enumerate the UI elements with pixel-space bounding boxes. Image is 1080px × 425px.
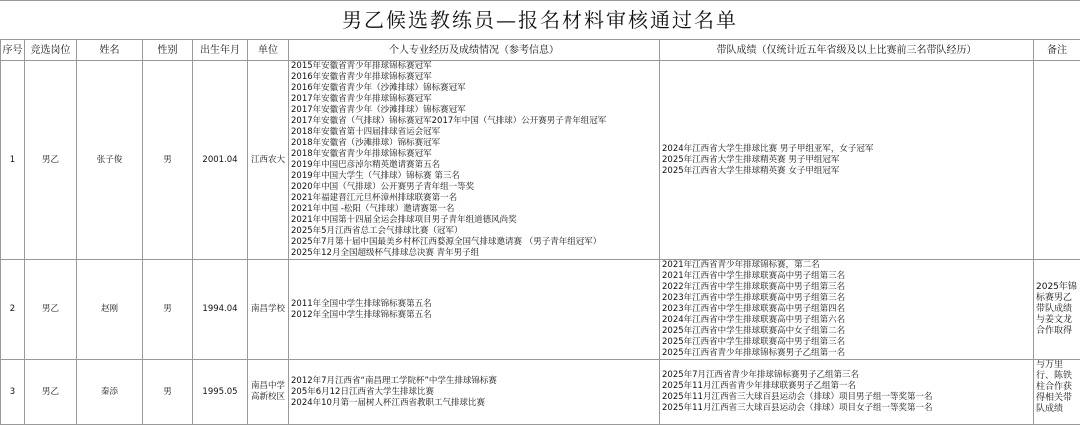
cell-unit: 江西农大 <box>248 61 289 260</box>
cell-experience: 2015年安徽省青少年排球锦标赛冠军 2016年安徽省青少年排球锦标赛冠军 2016年安徽省青少年（沙滩排球）锦标赛冠军 2017年安徽省青少年排球锦标赛冠军 2017年安徽省青少年（沙滩排球）锦标赛冠军 2017年安徽省（气排球）锦标赛冠军2017年中国（气排球）公开赛男子青年组冠军 2018年安徽省第十四届排球省运会冠军 2018年安徽省（沙滩排球）锦标赛冠军 2018年安徽省青少年排球锦标赛冠军 2019年中国巴彦淖尔精英邀请赛第五名 2019年中国大学生（气排球）锦标赛 第三名 2020年中国（气排球）公开赛男子青年组一等奖 2021年福建晋江元旦杯漳州排球联赛第一名 2021年中国 -松阳（气排球）邀请赛第一名 2021年中国第十四届全运会排球项目男子青年组道德风尚奖 2025年5月江西省总工会气排球比赛（冠军） 2025年7月第十届中国最美乡村杯江西婺源全国气排球邀请赛 （男子青年组冠军） 2025年12月全国超级杯气排球总决赛 青年男子组 <box>289 61 660 260</box>
cell-name: 赵刚 <box>77 260 143 360</box>
cell-results: 2024年江西省大学生排球比赛 男子甲组亚军，女子冠军 2025年江西省大学生排球精英赛 男子甲组冠军 2025年江西省大学生排球精英赛 女子甲组冠军 <box>660 61 1034 260</box>
table-row <box>1 360 1080 425</box>
cell-note <box>1034 61 1080 260</box>
cell-note: 与万里行、陈铁柱合作获得相关带队成绩 <box>1034 360 1080 425</box>
cell-gender: 男 <box>143 360 193 425</box>
roster-table <box>0 39 1080 425</box>
header-name: 姓名 <box>77 40 143 61</box>
header-post: 竞选岗位 <box>25 40 77 61</box>
header-birth: 出生年月 <box>193 40 248 61</box>
cell-post: 男乙 <box>25 260 77 360</box>
cell-note: 2025年锦标赛男乙带队成绩与姜文龙合作取得 <box>1034 260 1080 360</box>
header-experience: 个人专业经历及成绩情况（参考信息） <box>289 40 660 61</box>
table-header-row <box>1 40 1080 61</box>
cell-birth: 2001.04 <box>193 61 248 260</box>
cell-post: 男乙 <box>25 61 77 260</box>
cell-results: 2025年7月江西省青少年排球锦标赛男子乙组第三名 2025年11月江西省青少年排球联赛男子乙组第一名 2025年11月江西省三大球百县运动会（排球）项目男子组一等奖第一名 2025年11月江西省三大球百县运动会（排球）项目女子组一等奖第一名 <box>660 360 1034 425</box>
cell-results: 2021年江西省青少年排球锦标赛，第二名 2021年江西省中学生排球联赛高中男子组第三名 2022年江西省中学生排球联赛高中男子组第三名 2023年江西省中学生排球联赛高中男子组第三名 2023年江西省中学生排球联赛高中男子组第四名 2024年江西省中学生排球联赛高中男子组第六名 2025年江西省中学生排球联赛高中女子组第二名 2025年江西省中学生排球联赛高中男子组第三名 2025年江西省青少年排球锦标赛男子乙组第一名 <box>660 260 1034 360</box>
header-no: 序号 <box>1 40 25 61</box>
cell-birth: 1994.04 <box>193 260 248 360</box>
cell-unit: 南昌中学高新校区 <box>248 360 289 425</box>
page-title: 男乙候选教练员—报名材料审核通过名单 <box>0 0 1080 39</box>
cell-name: 秦添 <box>77 360 143 425</box>
header-unit: 单位 <box>248 40 289 61</box>
cell-no: 1 <box>1 61 25 260</box>
cell-gender: 男 <box>143 61 193 260</box>
cell-no: 3 <box>1 360 25 425</box>
cell-unit: 南昌学校 <box>248 260 289 360</box>
cell-post: 男乙 <box>25 360 77 425</box>
cell-gender: 男 <box>143 260 193 360</box>
cell-birth: 1995.05 <box>193 360 248 425</box>
table-row <box>1 61 1080 260</box>
cell-experience: 2012年7月江西省“南昌理工学院杯”中学生排球锦标赛 205年6月12日江西省大学生排球比赛 2024年10月第一届树人杯江西省教职工气排球比赛 <box>289 360 660 425</box>
cell-name: 张子俊 <box>77 61 143 260</box>
cell-no: 2 <box>1 260 25 360</box>
cell-experience: 2011年全国中学生排球锦标赛第五名 2012年全国中学生排球锦标赛第五名 <box>289 260 660 360</box>
header-gender: 性别 <box>143 40 193 61</box>
header-results: 带队成绩（仅统计近五年省级及以上比赛前三名带队经历） <box>660 40 1034 61</box>
header-note: 备注 <box>1034 40 1080 61</box>
table-row <box>1 260 1080 360</box>
